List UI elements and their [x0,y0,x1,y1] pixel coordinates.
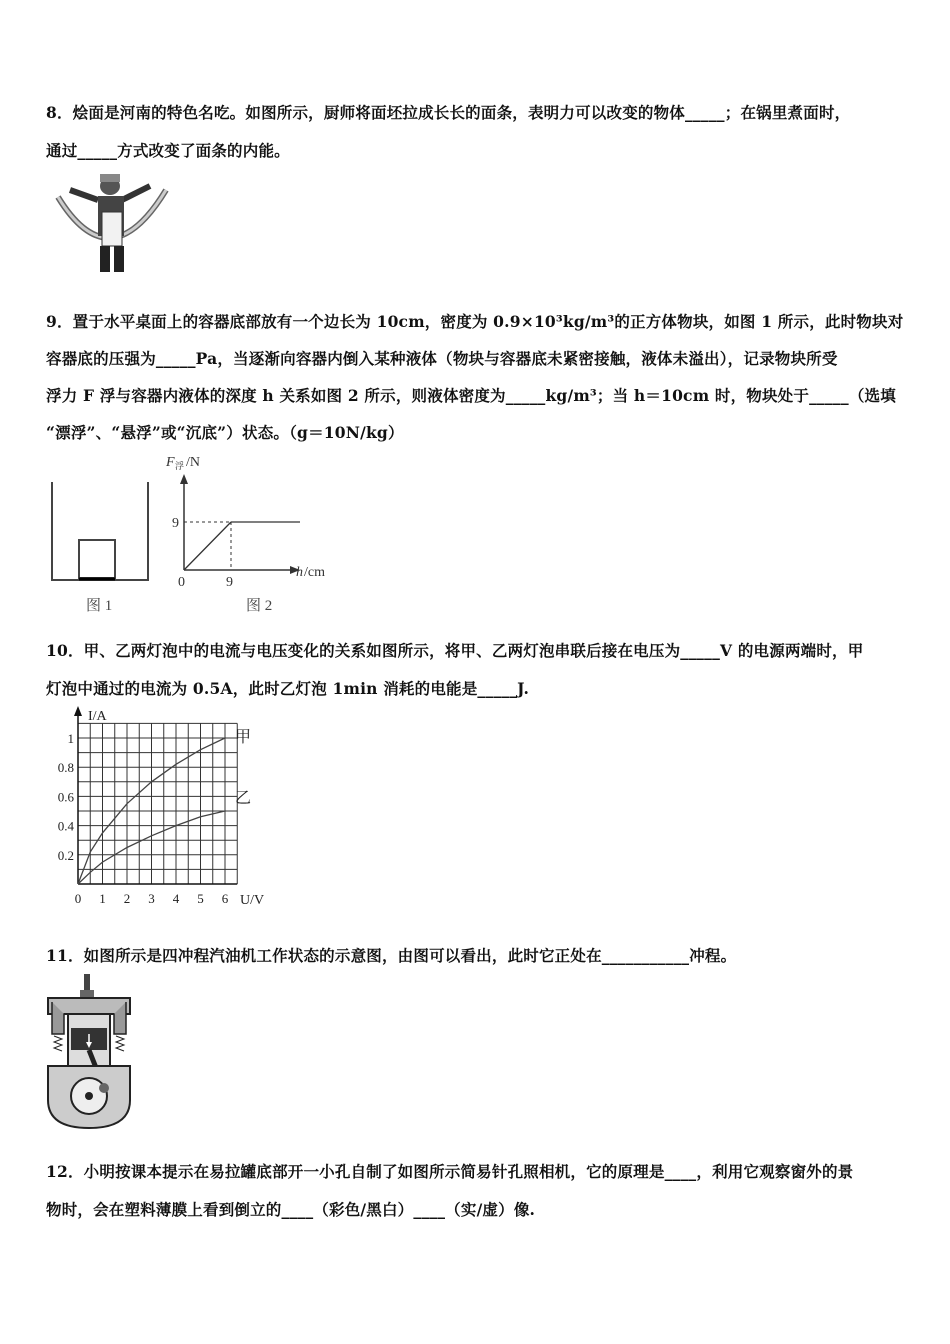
x-tick-label: 3 [148,891,155,906]
x-tick-label: 6 [221,891,229,906]
q11-text-line-1: 11．如图所示是四冲程汽油机工作状态的示意图，由图可以看出，此时它正处在___________冲程。 [46,946,737,965]
y-tick-label: 0.4 [57,818,74,834]
graph-y-tick: 9 [172,516,179,531]
y-tick-label: 1 [67,731,74,746]
y-tick-label: 0.8 [57,760,74,776]
graph-x-label-unit: /cm [304,565,325,580]
graph-y-label-sub: 浮 [175,461,185,471]
x-tick-label: 2 [123,891,131,906]
q8-text-line-2: 通过_____方式改变了面条的内能。 [46,141,290,160]
series-label-yi: 乙 [235,790,252,807]
graph-origin: 0 [178,575,185,590]
q12-text-line-1: 12．小明按课本提示在易拉罐底部开一小孔自制了如图所示简易针孔照相机，它的原理是____，利用它观察窗外的景 [46,1162,854,1181]
container-figure [52,482,148,580]
q9-text-line-4: “漂浮”、“悬浮”或“沉底”）状态。（g＝10N/kg） [46,423,404,442]
y-axis-arrow [74,706,82,716]
x-tick-label: 5 [197,891,204,906]
x-tick-label: 1 [99,891,106,906]
chef-noodle-figure [48,172,173,277]
q10-text-line-2: 灯泡中通过的电流为 0.5A，此时乙灯泡 1min 消耗的电能是_____J. [46,679,530,698]
y-axis-label: I/A [88,709,107,724]
fig1-caption: 图 1 [86,598,113,614]
y-tick-label: 0.6 [57,789,74,805]
fig2-caption: 图 2 [246,598,273,614]
graph-x-tick: 9 [226,575,233,590]
q8-text-line-1: 8．烩面是河南的特色名吃。如图所示，厨师将面坯拉成长长的面条，表明力可以改变的物体_____；在锅里煮面时， [46,103,851,122]
buoyancy-graph [165,455,325,590]
q9-text-line-2: 容器底的压强为_____Pa，当逐渐向容器内倒入某种液体（物块与容器底未紧密接触，液体未溢出），记录物块所受 [46,349,838,368]
graph-x-label-h: h [296,565,303,580]
q9-figures [44,452,344,617]
graph-y-label-f: F [166,455,175,470]
q10-text-line-1: 10．甲、乙两灯泡中的电流与电压变化的关系如图所示，将甲、乙两灯泡串联后接在电压为_____V 的电源两端时，甲 [46,641,864,660]
graph-y-label-unit: /N [186,455,200,470]
iv-chart [40,704,290,914]
q9-text-line-1: 9．置于水平桌面上的容器底部放有一个边长为 10cm，密度为 0.9×10³kg/m³的正方体物块，如图 1 所示，此时物块对 [46,312,904,331]
x-tick-label: 0 [74,891,82,906]
x-axis-label: U/V [240,893,265,908]
series-label-jia: 甲 [235,729,252,746]
q9-text-line-3: 浮力 F 浮与容器内液体的深度 h 关系如图 2 所示，则液体密度为_____kg/m³；当 h＝10cm 时，物块处于_____（选填 [46,386,896,405]
x-tick-label: 4 [172,891,180,906]
y-tick-label: 0.2 [57,847,74,863]
q12-text-line-2: 物时，会在塑料薄膜上看到倒立的____（彩色/黑白）____（实/虚）像. [46,1200,536,1219]
engine-figure [44,972,134,1132]
